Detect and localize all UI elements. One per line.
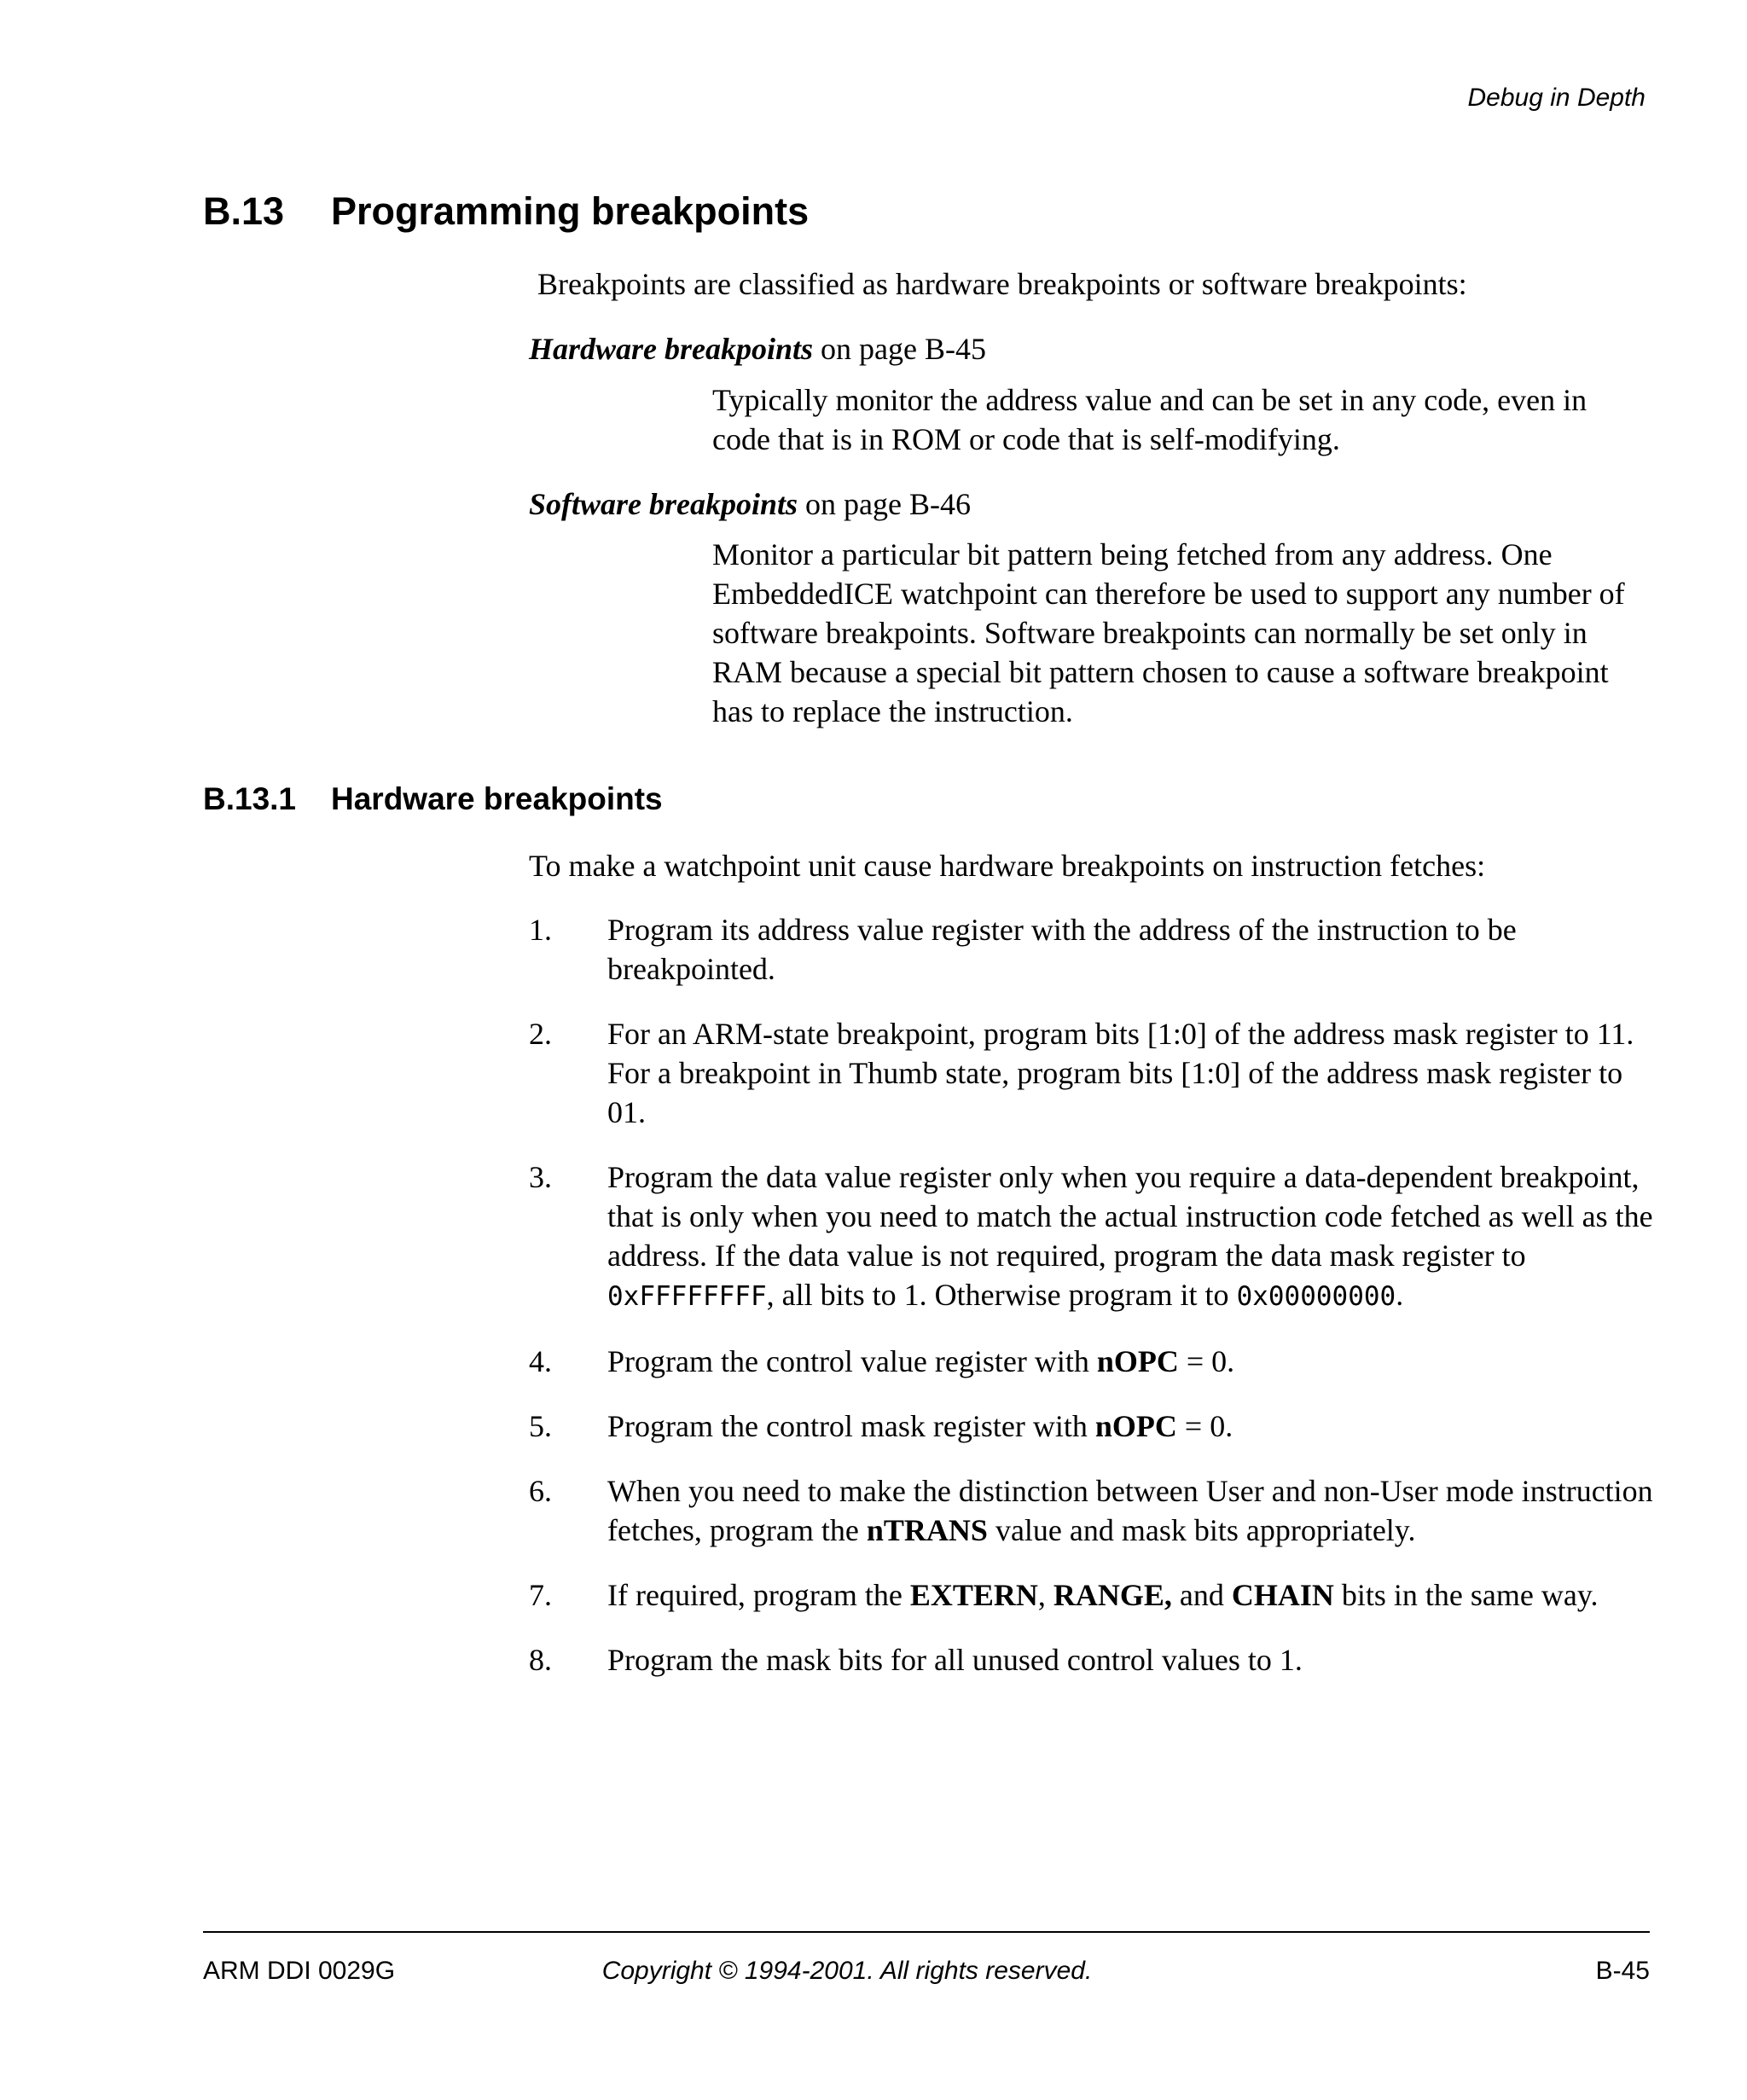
list-item [529,1575,1655,1615]
footer-copyright: Copyright © 1994-2001. All rights reserved. [601,1957,1093,1985]
list-item-number: 2. [529,1017,552,1051]
signal-name: nOPC [1096,1344,1179,1378]
list-item-text: Program the data value register only when you require a data-dependent breakpoint, that is only when you need to match the actual instruction code fetched as well as the address. If the data value is not required, program the data mask register to [607,1160,1653,1273]
list-item-number: 4. [529,1344,552,1378]
list-item-text: When you need to make the distinction between User and non-User mode instruction fetches, program the [607,1474,1653,1547]
term-page-ref: on page B-46 [798,487,972,521]
subsection-lead: To make a watchpoint unit cause hardware breakpoints on instruction fetches: [529,849,1486,883]
list-item-number: 3. [529,1160,552,1194]
signal-name: CHAIN [1231,1578,1334,1612]
list-item-text: Program the control value register with [607,1344,1097,1378]
list-item-text: Program the control mask register with [607,1409,1095,1443]
definition-description-hardware: Typically monitor the address value and can be set in any code, even in code that is in ROM or code that is self-modifying. [712,383,1587,456]
list-item-text: , all bits to 1. Otherwise program it to [766,1278,1237,1312]
list-item-text: , [1037,1578,1053,1612]
list-item-number: 1. [529,913,552,947]
hex-literal: 0xFFFFFFFF [607,1281,767,1312]
footer-copyright-wrap [0,1957,1747,1986]
signal-name: EXTERN [909,1578,1038,1612]
list-item-text: For an ARM-state breakpoint, program bits [1:0] of the address mask register to 11. For a breakpoint in Thumb state, program bits [1:0] of the address mask register to 01. [607,1017,1634,1129]
list-item-text: = 0. [1176,1409,1233,1443]
list-item-text: and [1171,1578,1232,1612]
section-heading [203,189,809,234]
list-item [529,910,1655,989]
list-item [529,1157,1655,1316]
subsection-title: Hardware breakpoints [331,781,663,816]
list-item [529,1471,1655,1550]
definition-term-hardware [529,329,1638,368]
list-item-text: = 0. [1178,1344,1235,1378]
definition-term-software [529,484,1638,524]
list-item-number: 6. [529,1474,552,1508]
section-title: Programming breakpoints [331,189,810,233]
intro-paragraph: Breakpoints are classified as hardware breakpoints or software breakpoints: [537,267,1467,301]
list-item-number: 7. [529,1578,552,1612]
section-number: B.13 [203,189,285,233]
list-item-number: 8. [529,1643,552,1677]
subsection-number: B.13.1 [203,781,297,816]
subsection-heading [203,781,663,817]
definition-description-software: Monitor a particular bit pattern being fetched from any address. One EmbeddedICE watchpoint can therefore be used to support any number of software breakpoints. Software breakpoints can normally be set only in RAM because a special bit pattern chosen to cause a software breakpoint has to replace the instruction. [712,537,1625,728]
term-page-ref: on page B-45 [813,332,987,366]
list-item-text: . [1396,1278,1404,1312]
list-item [529,1014,1655,1132]
footer-rule [203,1931,1650,1933]
signal-name: RANGE, [1053,1578,1172,1612]
list-item-text: Program the mask bits for all unused control values to 1. [607,1643,1303,1677]
list-item [529,1342,1655,1381]
list-item-text: value and mask bits appropriately. [987,1513,1416,1547]
list-item [529,1407,1655,1446]
signal-name: nTRANS [866,1513,988,1547]
running-header: Debug in Depth [1467,84,1645,112]
steps-list [529,910,1655,1705]
list-item-text: Program its address value register with the address of the instruction to be breakpointed. [607,913,1517,986]
term-link-software-breakpoints[interactable]: Software breakpoints [529,487,798,521]
list-item [529,1640,1655,1679]
list-item-text: If required, program the [607,1578,910,1612]
hex-literal: 0x00000000 [1236,1281,1396,1312]
footer-page-number: B-45 [1595,1957,1650,1985]
signal-name: nOPC [1094,1409,1177,1443]
list-item-number: 5. [529,1409,552,1443]
term-link-hardware-breakpoints[interactable]: Hardware breakpoints [529,332,814,366]
list-item-text: bits in the same way. [1333,1578,1599,1612]
footer-doc-id: ARM DDI 0029G [203,1957,396,1985]
